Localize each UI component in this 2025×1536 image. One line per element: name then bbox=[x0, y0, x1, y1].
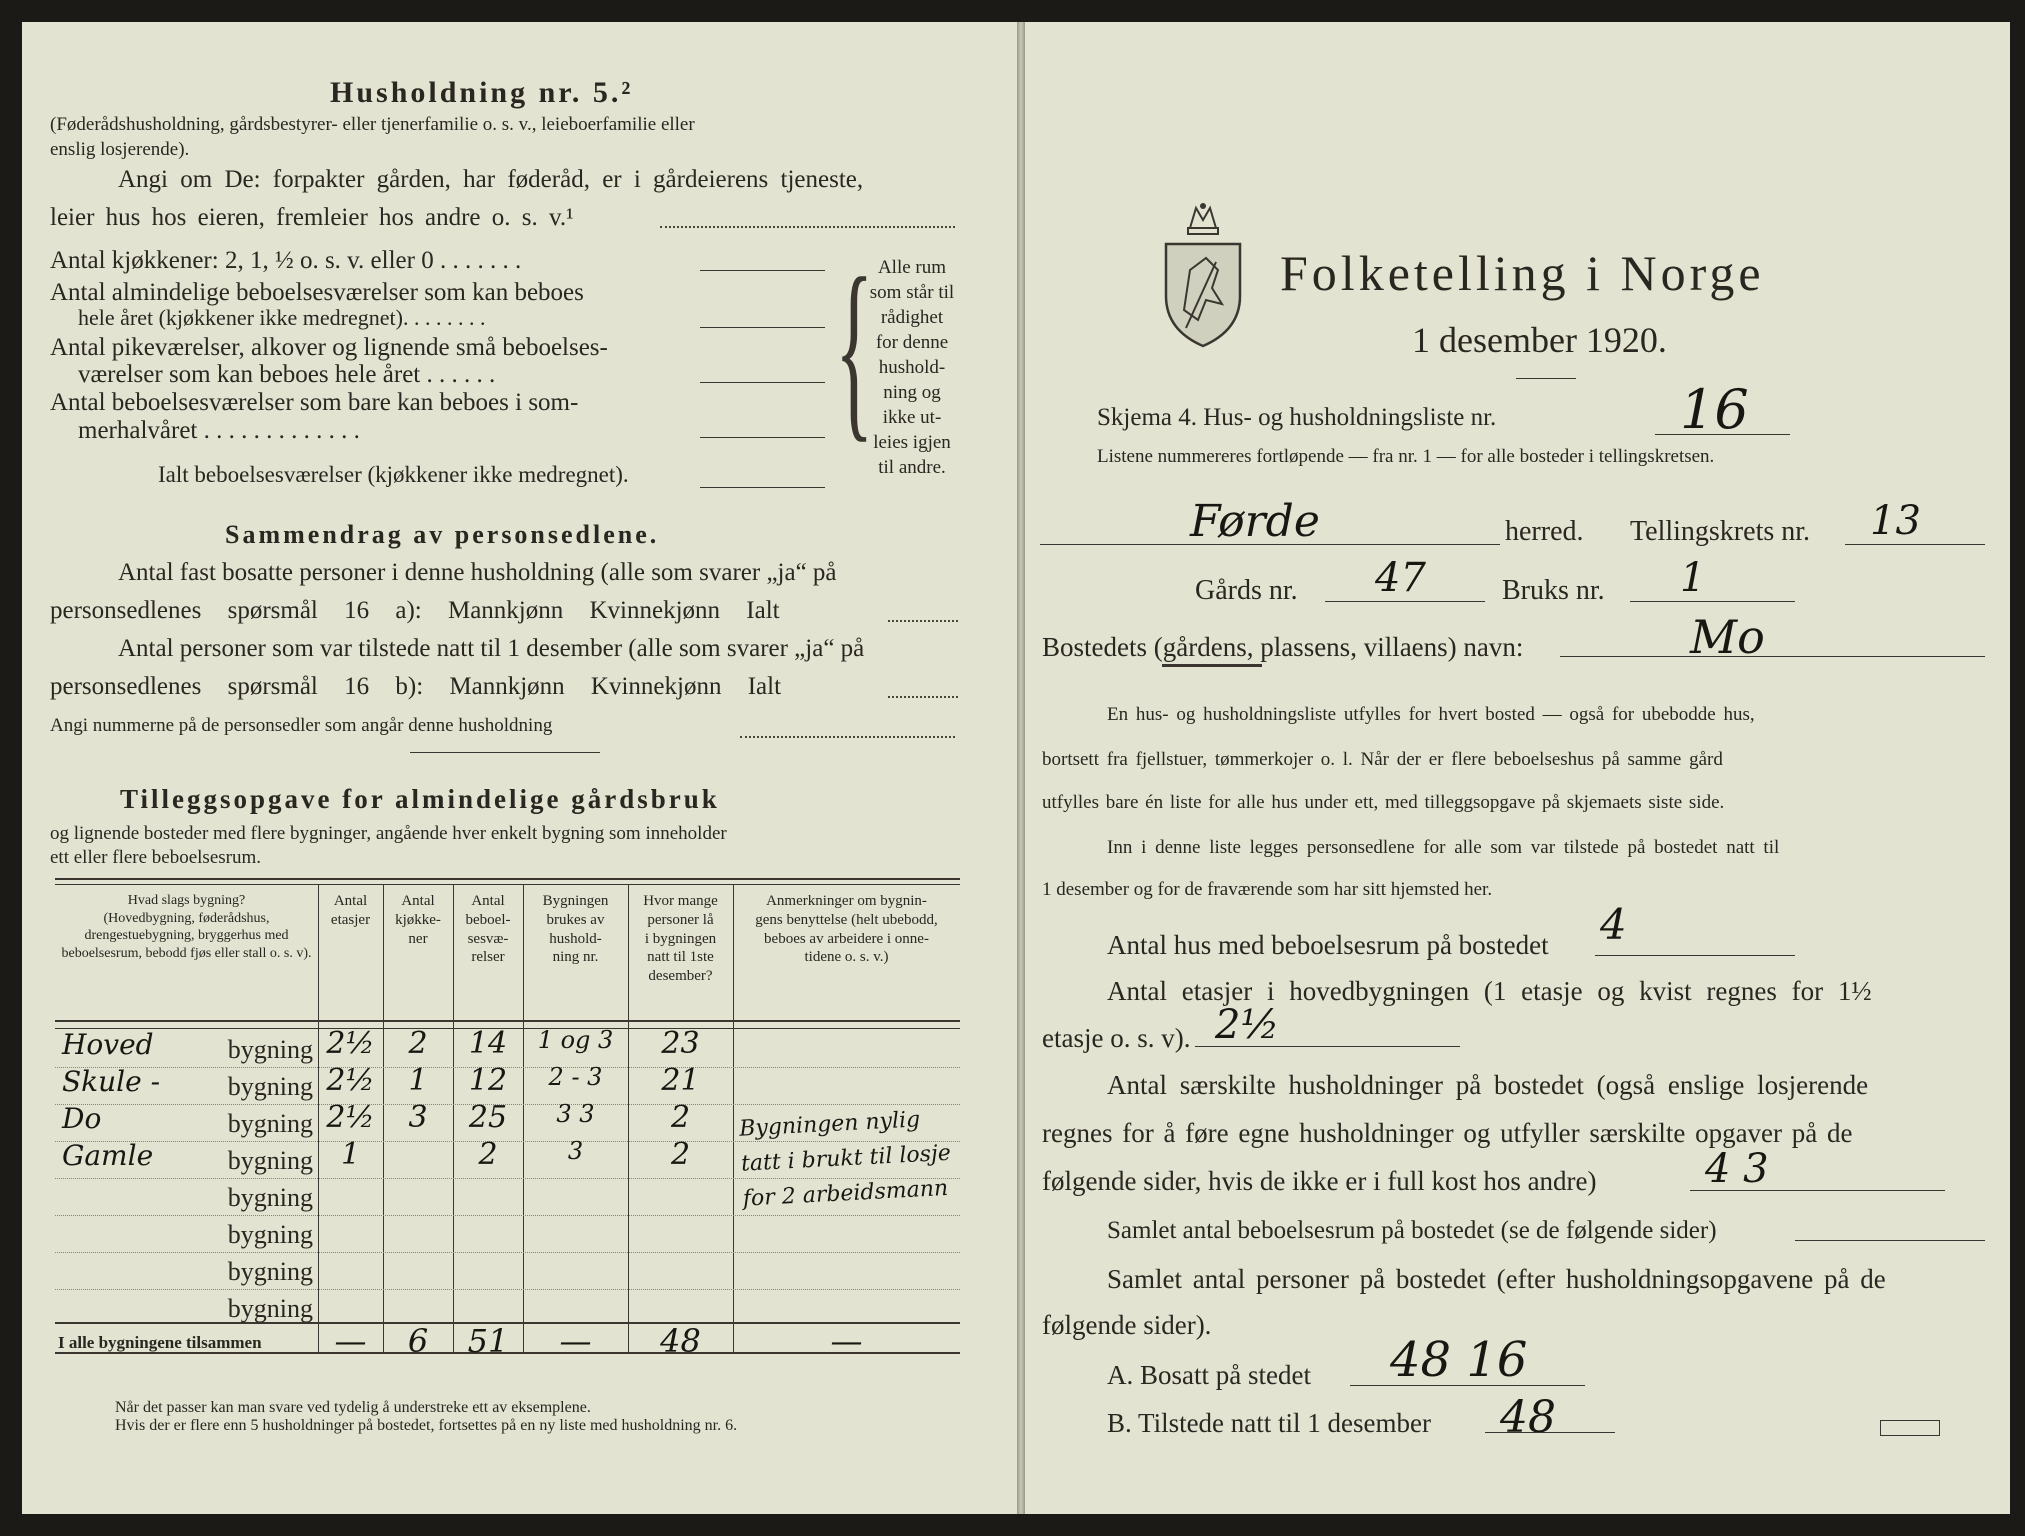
header-kitchens: Antal kjøkke- ner bbox=[395, 893, 441, 947]
answer-line bbox=[1485, 1432, 1615, 1433]
instruction-4: Inn i denne liste legges personsedlene for alle som var tilstede på bostedet natt til bbox=[1107, 837, 1780, 858]
underline-mark bbox=[1162, 664, 1262, 667]
building-name: Skule - bbox=[62, 1065, 161, 1098]
gards-value: 47 bbox=[1375, 555, 1426, 601]
answer-line bbox=[700, 487, 825, 488]
q-rooms: Samlet antal beboelsesrum på bostedet (se de følgende sider) bbox=[1107, 1217, 1717, 1244]
a-households: 4 3 bbox=[1705, 1146, 1769, 1192]
side-note-line: ikke ut- bbox=[882, 407, 942, 428]
a-floors: 2½ bbox=[1215, 1002, 1280, 1048]
q-present: B. Tilstede natt til 1 desember bbox=[1107, 1408, 1431, 1438]
building-word: bygning bbox=[227, 1146, 313, 1175]
kitchens-cell: 2 bbox=[408, 1026, 428, 1061]
answer-line bbox=[1350, 1385, 1585, 1386]
a-resident: 48 16 bbox=[1390, 1332, 1528, 1388]
remarks-cell: Bygningen nylig tatt i brukt til losje for 2 arbeidsmann bbox=[738, 1107, 952, 1212]
supplement-line-1: og lignende bosteder med flere bygninger, angående hver enkelt bygning som inneholder bbox=[50, 823, 727, 844]
q-houses: Antal hus med beboelsesrum på bostedet bbox=[1107, 930, 1549, 960]
intro-line-3: Angi om De: forpakter gården, har føderåd, er i gårdeierens tjeneste, bbox=[118, 166, 864, 193]
answer-line bbox=[1325, 601, 1485, 602]
instruction-2: bortsett fra fjellstuer, tømmerkojer o. l. Når der er flere beboelseshus på samme gård bbox=[1042, 749, 1723, 770]
answer-line bbox=[1195, 1046, 1460, 1047]
instruction-5: 1 desember og for de fraværende som har sitt hjemsted her. bbox=[1042, 879, 1493, 900]
total-husholdning: — bbox=[559, 1322, 592, 1360]
household-cell: 1 og 3 bbox=[537, 1026, 614, 1054]
answer-line bbox=[1630, 601, 1795, 602]
header-remarks: Anmerkninger om bygnin- gens benyttelse (helt ubebodd, beboes av arbeidere i onne- tidene o. s. v.) bbox=[755, 893, 938, 966]
side-note-line: til andre. bbox=[878, 457, 946, 478]
a-houses: 4 bbox=[1600, 900, 1627, 949]
answer-line bbox=[888, 620, 958, 622]
table-top-border bbox=[55, 884, 960, 885]
gards-label: Gårds nr. bbox=[1195, 575, 1298, 606]
persons-cell: 2 bbox=[670, 1137, 691, 1172]
rooms-maids-2: værelser som kan beboes hele året . . . . . . bbox=[78, 361, 496, 388]
floors-cell: 2½ bbox=[326, 1026, 375, 1061]
header-rooms: Antal beboel- sesvæ- relser bbox=[465, 893, 511, 966]
supplement-line-2: ett eller flere beboelsesrum. bbox=[50, 847, 262, 868]
answer-line bbox=[700, 327, 825, 328]
answer-line bbox=[1795, 1240, 1985, 1241]
table-top-border bbox=[55, 878, 960, 880]
table-row-rule bbox=[55, 1215, 960, 1216]
answer-line bbox=[1690, 1190, 1945, 1191]
bosted-value: Mo bbox=[1690, 610, 1765, 664]
household-title: Husholdning nr. 5.² bbox=[330, 76, 634, 109]
rooms-cell: 14 bbox=[468, 1026, 508, 1061]
intro-line-2: enslig losjerende). bbox=[50, 139, 190, 160]
floors-cell: 1 bbox=[340, 1137, 361, 1172]
answer-line bbox=[660, 226, 955, 228]
intro-line-4: leier hus hos eieren, fremleier hos andre o. s. v.¹ bbox=[50, 204, 574, 231]
total-etasjer: — bbox=[334, 1322, 367, 1360]
answer-line bbox=[1040, 544, 1500, 545]
divider bbox=[410, 752, 600, 753]
q-persons-2: følgende sider). bbox=[1042, 1310, 1212, 1340]
building-word: bygning bbox=[227, 1109, 313, 1138]
page-fold bbox=[1017, 22, 1025, 1514]
q-floors-1: Antal etasjer i hovedbygningen (1 etasje og kvist regnes for 1½ bbox=[1107, 976, 1872, 1006]
table-row-rule bbox=[55, 1178, 960, 1179]
bruks-label: Bruks nr. bbox=[1502, 575, 1605, 606]
answer-line bbox=[700, 270, 825, 271]
footnote-1: Når det passer kan man svare ved tydelig å understreke ett av eksemplene. bbox=[115, 1399, 591, 1416]
table-header-border bbox=[55, 1020, 960, 1022]
census-date: 1 desember 1920. bbox=[1412, 320, 1667, 360]
total-anm: — bbox=[830, 1322, 863, 1360]
header-persons: Hvor mange personer lå i bygningen natt til 1ste desember? bbox=[643, 893, 718, 984]
summary-line-1: Antal fast bosatte personer i denne husholdning (alle som svarer „ja“ på bbox=[118, 559, 837, 586]
krets-value: 13 bbox=[1870, 498, 1921, 544]
q-households-2: regnes for å føre egne husholdninger og utfyller særskilte opgaver på de bbox=[1042, 1118, 1853, 1148]
summary-line-2: personsedlenes spørsmål 16 a): Mannkjønn Kvinnekjønn Ialt bbox=[50, 597, 780, 624]
answer-line bbox=[1560, 656, 1985, 657]
building-word: bygning bbox=[227, 1183, 313, 1212]
summary-line-3: Antal personer som var tilstede natt til 1 desember (alle som svarer „ja“ på bbox=[118, 635, 865, 662]
household-cell: 3 3 bbox=[556, 1100, 595, 1128]
household-cell: 3 bbox=[567, 1137, 584, 1165]
instruction-1: En hus- og husholdningsliste utfylles for hvert bosted — også for ubebodde hus, bbox=[1107, 704, 1755, 725]
table-row-rule bbox=[55, 1289, 960, 1290]
q-resident: A. Bosatt på stedet bbox=[1107, 1360, 1311, 1390]
answer-line bbox=[1845, 544, 1985, 545]
building-name: Gamle bbox=[62, 1139, 154, 1172]
side-note-line: Alle rum bbox=[877, 257, 947, 278]
header-household-nr: Bygningen brukes av hushold- ning nr. bbox=[542, 893, 609, 966]
answer-line bbox=[1655, 434, 1790, 435]
building-name: Hoved bbox=[62, 1028, 154, 1061]
floors-cell: 2½ bbox=[326, 1100, 375, 1135]
building-name: Do bbox=[62, 1102, 102, 1135]
rooms-cell: 2 bbox=[478, 1137, 498, 1172]
answer-line bbox=[740, 736, 955, 738]
side-note-line: for denne bbox=[875, 332, 949, 353]
q-households-3: følgende sider, hvis de ikke er i full kost hos andre) bbox=[1042, 1166, 1597, 1196]
answer-line bbox=[888, 696, 958, 698]
intro-line-1: (Føderådshusholdning, gårdsbestyrer- eller tjenerfamilie o. s. v., leieboerfamilie eller bbox=[50, 114, 695, 135]
header-floors: Antal etasjer bbox=[330, 893, 371, 928]
answer-line bbox=[700, 437, 825, 438]
q-households-1: Antal særskilte husholdninger på bostedet (også enslige losjerende bbox=[1107, 1070, 1869, 1100]
krets-label: Tellingskrets nr. bbox=[1630, 516, 1811, 547]
rooms-maids-1: Antal pikeværelser, alkover og lignende små beboelses- bbox=[50, 334, 608, 361]
side-note-line: ning og bbox=[883, 382, 941, 403]
schema-label: Skjema 4. Hus- og husholdningsliste nr. bbox=[1097, 404, 1497, 431]
rooms-cell: 12 bbox=[468, 1063, 508, 1098]
header-building-type: Hvad slags bygning? (Hovedbygning, føderådshus, drengestuebygning, bryggerhus med beboelsesrum, bebodd fjøs eller stall o. s. v). bbox=[61, 893, 312, 961]
side-note-line: som står til bbox=[869, 282, 955, 303]
norway-coat-of-arms-icon bbox=[1160, 200, 1246, 350]
building-word: bygning bbox=[227, 1257, 313, 1286]
persons-cell: 23 bbox=[661, 1026, 700, 1061]
summary-line-5: Angi nummerne på de personsedler som angår denne husholdning bbox=[50, 715, 553, 736]
a-present: 48 bbox=[1500, 1392, 1556, 1443]
answer-line bbox=[1595, 955, 1795, 956]
persons-cell: 21 bbox=[661, 1063, 700, 1098]
rooms-summer-2: merhalvåret . . . . . . . . . . . . . bbox=[78, 417, 360, 444]
rooms-ordinary-2: hele året (kjøkkener ikke medregnet). . . . . . . . bbox=[78, 305, 486, 330]
q-persons-1: Samlet antal personer på bostedet (efter husholdningsopgavene på de bbox=[1107, 1264, 1886, 1294]
rooms-kitchens: Antal kjøkkener: 2, 1, ½ o. s. v. eller 0 . . . . . . . bbox=[50, 247, 522, 274]
printer-stamp bbox=[1880, 1420, 1940, 1436]
household-cell: 2 - 3 bbox=[548, 1063, 603, 1091]
summary-line-4: personsedlenes spørsmål 16 b): Mannkjønn Kvinnekjønn Ialt bbox=[50, 673, 782, 700]
floors-cell: 2½ bbox=[326, 1063, 375, 1098]
side-note-line: leies igjen bbox=[873, 432, 951, 453]
census-title: Folketelling i Norge bbox=[1280, 245, 1765, 301]
kitchens-cell: 1 bbox=[408, 1063, 428, 1098]
curly-brace: { bbox=[835, 240, 874, 460]
rooms-ordinary-1: Antal almindelige beboelsesværelser som kan beboes bbox=[50, 279, 584, 306]
persons-cell: 2 bbox=[670, 1100, 691, 1135]
schema-number: 16 bbox=[1680, 378, 1749, 441]
q-floors-2: etasje o. s. v). bbox=[1042, 1023, 1191, 1053]
numbering-note: Listene nummereres fortløpende — fra nr. 1 — for alle bosteder i tellingskretsen. bbox=[1097, 446, 1715, 467]
rooms-cell: 25 bbox=[468, 1100, 508, 1135]
herred-label: herred. bbox=[1505, 516, 1584, 547]
herred-value: Førde bbox=[1190, 496, 1320, 547]
side-note-line: hushold- bbox=[878, 357, 946, 378]
supplement-title: Tilleggsopgave for almindelige gårdsbruk bbox=[120, 784, 720, 814]
building-word: bygning bbox=[227, 1035, 313, 1064]
summary-title: Sammendrag av personsedlene. bbox=[225, 520, 660, 549]
total-label: I alle bygningene tilsammen bbox=[58, 1333, 262, 1352]
bosted-label: Bostedets (gårdens, plassens, villaens) navn: bbox=[1042, 632, 1524, 662]
answer-line bbox=[700, 382, 825, 383]
building-word: bygning bbox=[227, 1072, 313, 1101]
building-word: bygning bbox=[227, 1294, 313, 1323]
kitchens-cell: 3 bbox=[408, 1100, 428, 1135]
table-row-rule bbox=[55, 1252, 960, 1253]
instruction-3: utfylles bare én liste for alle hus under ett, med tilleggsopgave på skjemaets siste side. bbox=[1042, 792, 1725, 813]
bruks-value: 1 bbox=[1680, 555, 1706, 601]
side-note-line: rådighet bbox=[880, 307, 944, 328]
table-column-rule bbox=[733, 884, 734, 1352]
footnote-2: Hvis der er flere enn 5 husholdninger på bostedet, fortsettes på en ny liste med husholdning nr. 6. bbox=[115, 1417, 738, 1434]
building-word: bygning bbox=[227, 1220, 313, 1249]
total-vaerelser: 51 bbox=[467, 1322, 509, 1360]
total-kjokken: 6 bbox=[407, 1322, 429, 1360]
rooms-summer-1: Antal beboelsesværelser som bare kan beboes i som- bbox=[50, 389, 579, 416]
rooms-total: Ialt beboelsesværelser (kjøkkener ikke medregnet). bbox=[158, 462, 629, 487]
total-personer: 48 bbox=[660, 1322, 701, 1360]
divider bbox=[1516, 378, 1576, 379]
